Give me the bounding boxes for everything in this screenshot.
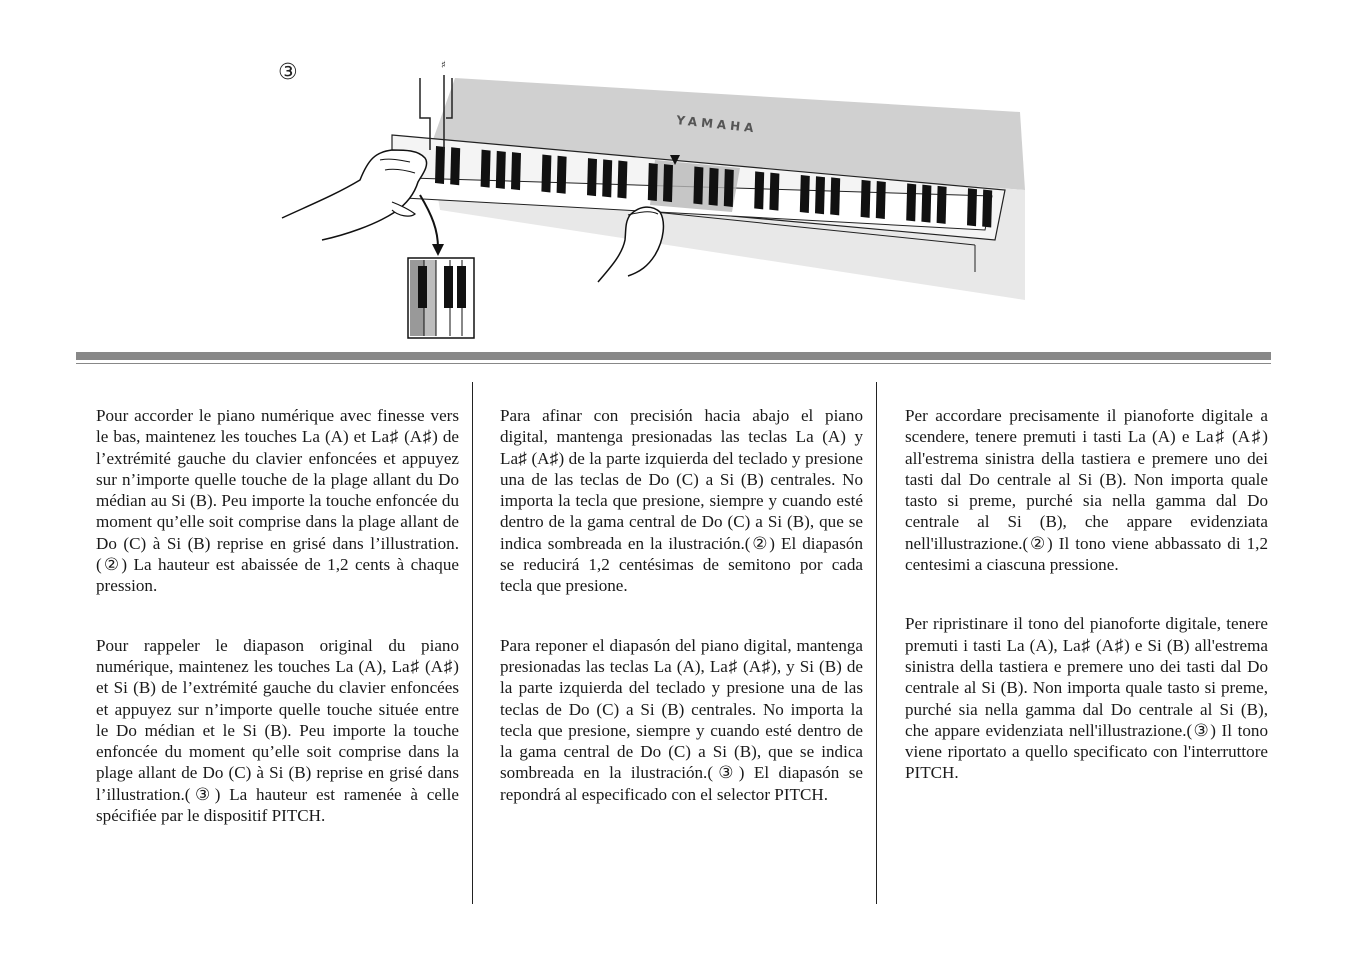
- left-hand: [282, 150, 427, 240]
- section-rule-thin: [76, 363, 1271, 364]
- column-french: [96, 405, 459, 826]
- column-spanish: [500, 405, 863, 805]
- column-divider: [472, 382, 473, 904]
- magnify-arrow: [420, 195, 438, 248]
- arrow-down-icon: [432, 244, 444, 256]
- column-divider: [876, 382, 877, 904]
- piano-keyboard-illustration: [270, 50, 1030, 350]
- french-paragraph-reset-pitch: Pour rappeler le diapason original du piano numérique, maintenez les touches La (A), La♯ (A♯) et Si (B) de l’extrémité gauche du clavier enfoncées et appuyez sur n’importe quelle touche située entre le Do médian et le Si (B). Peu importe la touche enfoncée du moment qu’elle soit comprise dans la plage allant de Do (C) à Si (B) reprise en grisé dans l’illustration.(③) La hauteur est ramenée à celle spécifiée par le dispositif PITCH.: [96, 635, 459, 826]
- spanish-paragraph-fine-tuning: Para afinar con precisión hacia abajo el piano digital, mantenga presionadas las teclas La (A) y La♯ (A♯) de la parte izquierda del teclado y presione una de las teclas de Do (C) a Si (B) centrales. No importa la tecla que presione, siempre y cuando esté dentro de la gama central de Do (C) a Si (B), que se indica sombreada en la ilustración.(②) El diapasón se reducirá 1,2 centésimas de semitono por cada tecla que presione.: [500, 406, 863, 596]
- yamaha-logo: YAMAHA: [675, 113, 759, 136]
- spanish-paragraph-reset-pitch: Para reponer el diapasón del piano digital, mantenga presionadas las teclas La (A), La♯ (A♯), y Si (B) de la parte izquierda del teclado y presione una de las teclas de Do (C) a Si (B) centrales. No importa la tecla que presione, siempre y cuando esté dentro de la gama central de Do (C) a Si (B), que se indica sombreada en la ilustración.(③) El diapasón se repondrá al especificado con el selector PITCH.: [500, 635, 863, 804]
- french-paragraph-fine-tuning: Pour accorder le piano numérique avec finesse vers le bas, maintenez les touches La (A) et La♯ (A♯) de l’extrémité gauche du clavier enfoncées et appuyez sur n’importe quelle touche de la plage allant du Do médian au Si (B). Peu importe la touche enfoncée du moment qu’elle soit comprise dans la plage allant de Do (C) à Si (B) reprise en grisé dans l’illustration.(②) La hauteur est abaissée de 1,2 cents à chaque pression.: [96, 406, 459, 596]
- section-rule-thick: [76, 352, 1271, 360]
- magnified-keys-inset: [408, 258, 474, 338]
- step-marker: ③: [278, 60, 298, 85]
- column-italian: [905, 405, 1268, 784]
- italian-paragraph-fine-tuning: Per accordare precisamente il pianoforte digitale a scendere, tenere premuti i tasti La (A) e La♯ (A♯) all'estrema sinistra della tastiera e premere uno dei tasti dal Do centrale al Si (B). Non importa quale tasto si preme, purché sia nella gamma dal Do centrale al Si (B), che appare evidenziata nell'illustrazione.(②) Il tono viene abbassato di 1,2 centesimi a ciascuna pressione.: [905, 406, 1268, 575]
- sharp-label: ♯: [441, 60, 446, 71]
- italian-paragraph-reset-pitch: Per ripristinare il tono del pianoforte digitale, tenere premuti i tasti La (A), La♯ (A♯) e Si (B) all'estrema sinistra della tastiera e premere uno dei tasti dal Do centrale al Si (B). Non importa quale tasto si preme, purché sia nella gamma dal Do centrale al Si (B), che appare evidenziata nell'illustrazione.(③) Il tono viene riportato a quello specificato con l'interruttore PITCH.: [905, 614, 1268, 783]
